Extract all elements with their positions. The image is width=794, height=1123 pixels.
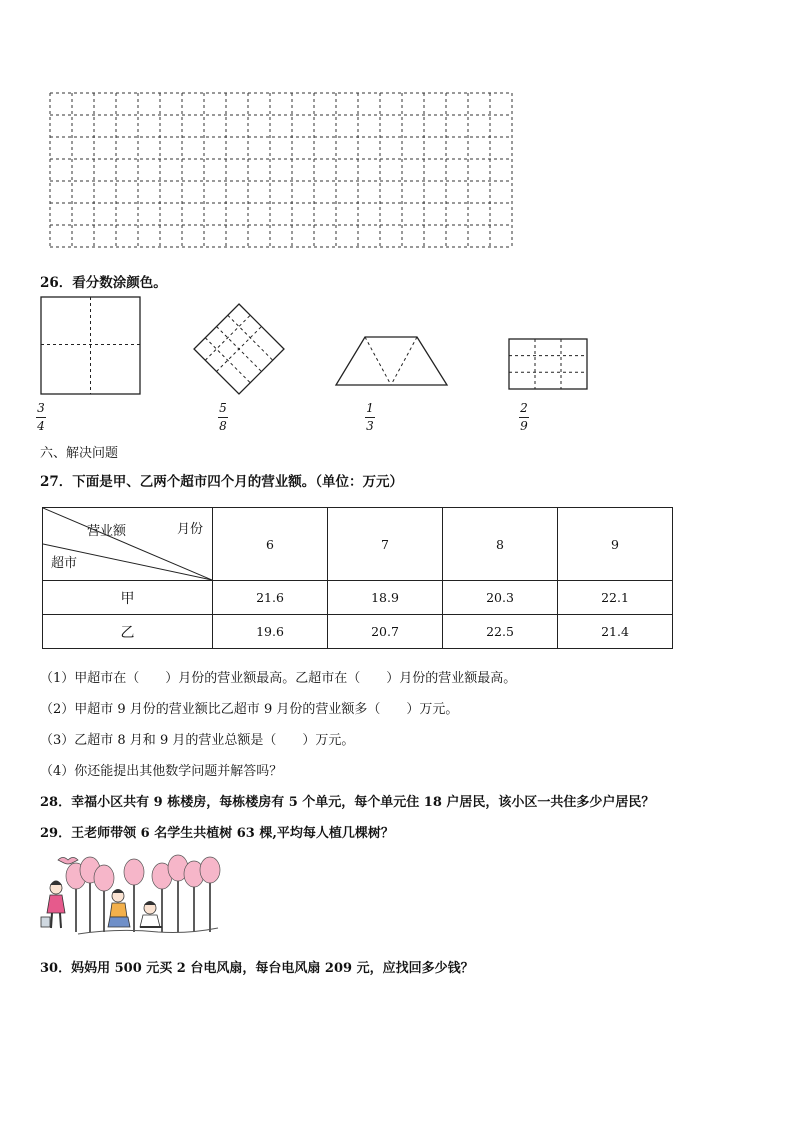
fraction-denominator: 4 [37,419,45,433]
fraction-numerator: 1 [366,401,374,415]
fraction-denominator: 9 [520,419,528,433]
table-header-row [43,508,673,581]
corner-label-month: 月份 [177,522,204,537]
section-heading: 六、解决问题 [40,446,119,461]
store-name: 乙 [43,615,213,649]
fraction-denominator: 3 [366,419,374,433]
month-header: 6 [213,508,328,581]
table-cell: 18.9 [328,581,443,615]
month-header: 9 [558,508,673,581]
store-name: 甲 [43,581,213,615]
subquestion-3: （3）乙超市 8 月和 9 月的营业总额是（ ）万元。 [40,733,355,748]
rectangle-divided-in-nine [508,338,590,392]
table-row [43,581,673,615]
table-corner-cell [43,508,213,581]
month-header: 7 [328,508,443,581]
tree-blossom [200,857,220,883]
diamond-divided-grid [192,302,288,398]
question-29: 29．王老师带领 6 名学生共植树 63 棵,平均每人植几棵树？ [40,826,394,841]
fraction-numerator: 2 [520,401,528,415]
question-26-title: 26．看分数涂颜色。 [40,275,167,291]
fraction-denominator: 8 [219,419,227,433]
children-planting-trees-illustration [38,852,222,942]
tree-blossom [94,865,114,891]
month-header: 8 [443,508,558,581]
question-28: 28．幸福小区共有 9 栋楼房，每栋楼房有 5 个单元，每个单元住 18 户居民，该小区一共住多少户居民？ [40,795,655,810]
table-cell: 21.6 [213,581,328,615]
table-cell: 19.6 [213,615,328,649]
fraction-numerator: 3 [37,401,45,415]
table-cell: 20.7 [328,615,443,649]
corner-label-store: 超市 [51,556,78,571]
subquestion-4: （4）你还能提出其他数学问题并解答吗？ [40,764,283,779]
fraction-one-third [363,402,377,433]
fraction-two-ninths [517,402,531,433]
table-cell: 22.5 [443,615,558,649]
dotted-drawing-grid [48,92,516,248]
fraction-three-quarters [34,402,48,433]
table-row [43,615,673,649]
question-30: 30．妈妈用 500 元买 2 台电风扇，每台电风扇 209 元，应找回多少钱？ [40,961,474,976]
subquestion-1: （1）甲超市在（ ）月份的营业额最高。乙超市在（ ）月份的营业额最高。 [40,671,517,686]
tree-blossom [124,859,144,885]
trapezoid-divided-in-three [333,334,451,388]
fraction-five-eighths [216,402,230,433]
sales-table [42,507,673,649]
question-27-title: 27．下面是甲、乙两个超市四个月的营业额。（单位：万元） [40,474,404,490]
table-cell: 22.1 [558,581,673,615]
fraction-numerator: 5 [219,401,227,415]
table-cell: 20.3 [443,581,558,615]
corner-label-revenue: 营业额 [87,524,127,539]
table-cell: 21.4 [558,615,673,649]
subquestion-2: （2）甲超市 9 月份的营业额比乙超市 9 月份的营业额多（ ）万元。 [40,702,459,717]
square-divided-in-four [40,296,144,396]
